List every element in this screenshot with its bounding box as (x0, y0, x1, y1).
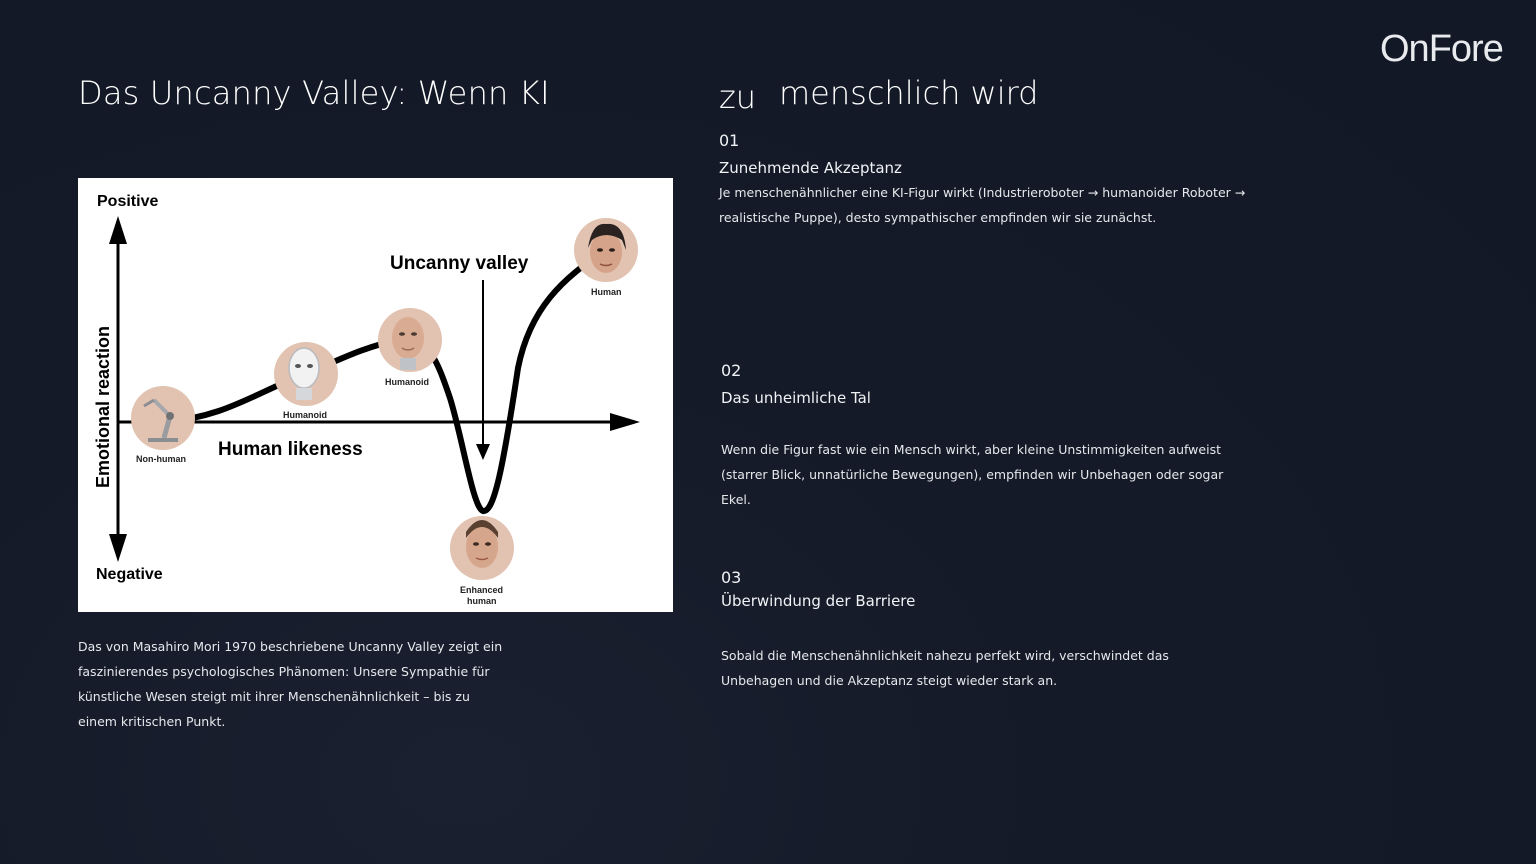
human-face-icon (574, 218, 638, 282)
y-axis-down-arrow (109, 534, 127, 562)
x-axis-label: Human likeness (218, 439, 363, 460)
y-negative-label: Negative (96, 566, 163, 583)
step-03 (721, 568, 1261, 693)
step-number: 02 (721, 361, 742, 380)
slide-title-right: menschlich wird (779, 74, 1039, 112)
step-heading: Überwindung der Barriere (721, 592, 916, 610)
humanoid-face-icon (378, 308, 442, 372)
valley-label: Uncanny valley (390, 253, 529, 274)
logo-text: OnFore (1380, 28, 1503, 70)
step-body: Sobald die Menschenähnlichkeit nahezu perfekt wird, verschwindet das Unbehagen und die Akzeptanz steigt wieder stark an. (721, 648, 1169, 688)
step-heading: Zunehmende Akzeptanz (719, 159, 902, 177)
y-axis-label: Emotional reaction (93, 325, 113, 488)
enhanced-human-icon (450, 516, 514, 580)
point-label-humanoid-2: Humanoid (385, 377, 429, 387)
slide-title-left: Das Uncanny Valley: Wenn KI (78, 74, 550, 112)
step-01 (719, 131, 1259, 230)
point-label-non-human: Non-human (136, 454, 186, 464)
slide-title-zu: zu (719, 78, 757, 116)
step-body: Je menschenähnlicher eine KI-Figur wirkt (Industrieroboter → humanoider Roboter → realistische Puppe), desto sympathischer empfinden wir sie zunächst. (719, 185, 1246, 225)
point-label-humanoid-1: Humanoid (283, 410, 327, 420)
humanoid-robot-icon (274, 342, 338, 406)
step-body: Wenn die Figur fast wie ein Mensch wirkt, aber kleine Unstimmigkeiten aufweist (starrer Blick, unnatürliche Bewegungen), empfinden wir Unbehagen oder sogar Ekel. (721, 442, 1224, 507)
brand-logo (1380, 28, 1503, 71)
robot-arm-icon (131, 386, 195, 450)
valley-pointer-arrow (476, 280, 490, 460)
point-label-enhanced: Enhanced (460, 585, 504, 595)
step-heading: Das unheimliche Tal (721, 389, 871, 407)
y-positive-label: Positive (97, 193, 159, 210)
point-label-enhanced-2: human (467, 596, 497, 606)
step-02 (721, 361, 1261, 512)
y-axis-up-arrow (109, 216, 127, 244)
description-text: Das von Masahiro Mori 1970 beschriebene Uncanny Valley zeigt ein faszinierendes psychologisches Phänomen: Unsere Sympathie für künstliche Wesen steigt mit ihrer Menschenähnlichkeit – bis zu einem kritischen Punkt. (78, 639, 503, 729)
step-number: 01 (719, 131, 740, 150)
uncanny-valley-diagram (78, 178, 673, 612)
point-label-human: Human (591, 287, 622, 297)
step-number: 03 (721, 568, 742, 587)
x-axis-arrow (610, 413, 640, 431)
